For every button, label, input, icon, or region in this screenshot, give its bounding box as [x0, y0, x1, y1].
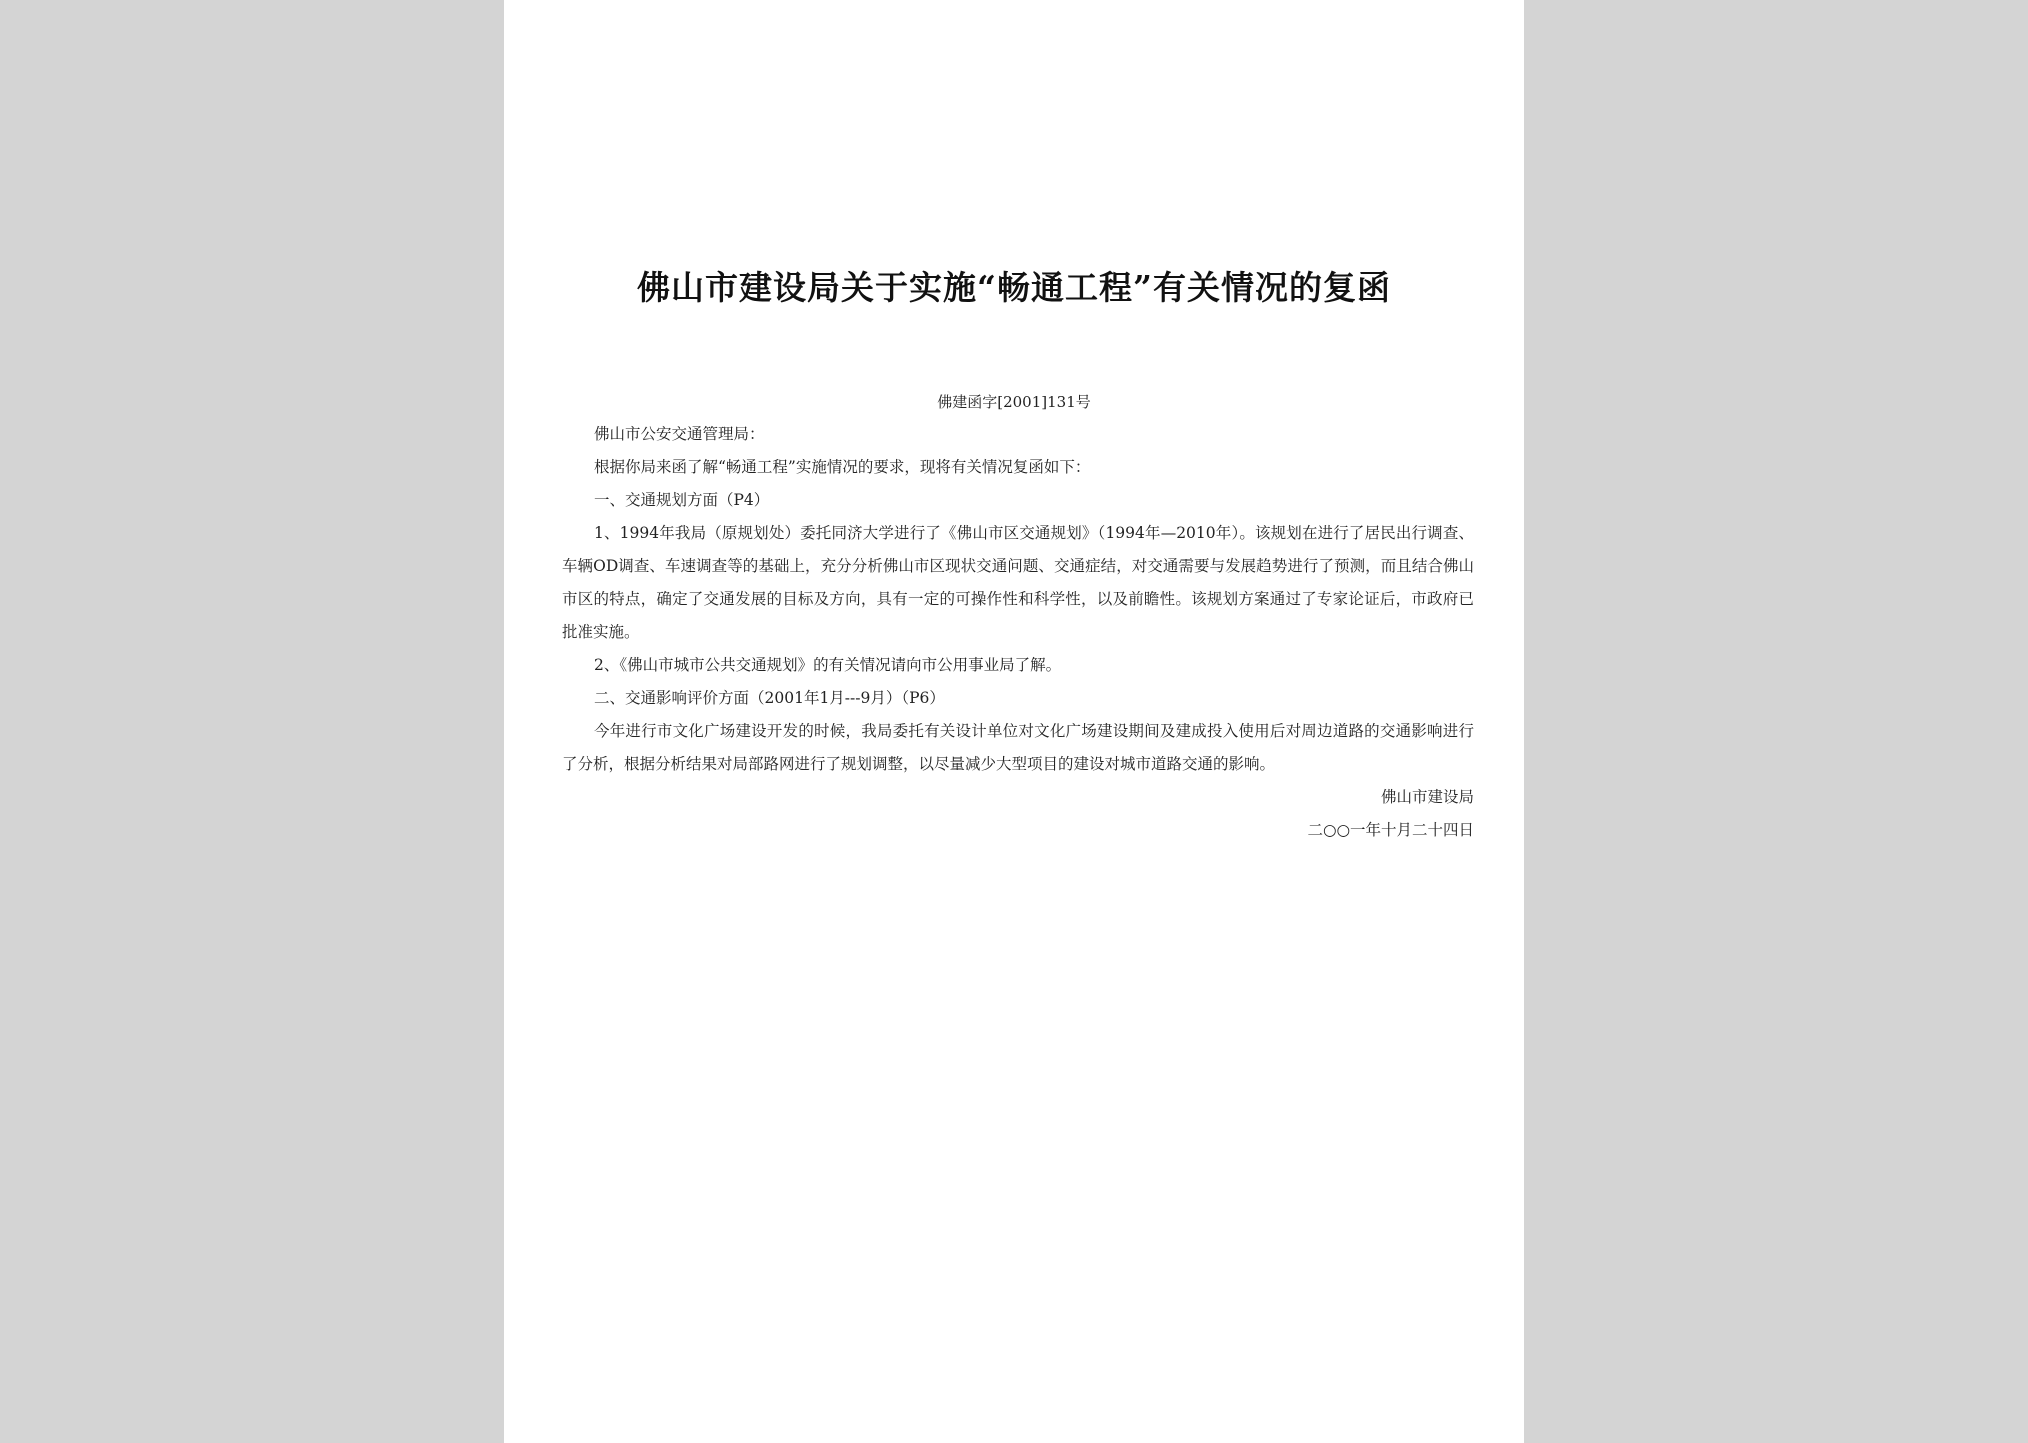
- paragraph-traffic-impact: 今年进行市文化广场建设开发的时候，我局委托有关设计单位对文化广场建设期间及建成投入使用后对周边道路的交通影响进行了分析，根据分析结果对局部路网进行了规划调整，以尽量减少大型项目的建设对城市道路交通的影响。: [562, 722, 1474, 773]
- document-date: 二○○一年十月二十四日: [1307, 821, 1474, 839]
- signature: 佛山市建设局: [1380, 788, 1474, 806]
- addressee: 佛山市公安交通管理局：: [594, 425, 765, 443]
- section-heading-traffic-impact: 二、交通影响评价方面（2001年1月---9月）（P6）: [594, 689, 945, 707]
- document-number: 佛建函字[2001]131号: [937, 393, 1091, 411]
- section-heading-traffic-planning: 一、交通规划方面（P4）: [594, 491, 770, 509]
- document-page: [504, 0, 1524, 1443]
- paragraph-intro: 根据你局来函了解“畅通工程”实施情况的要求，现将有关情况复函如下：: [594, 458, 1091, 476]
- document-body: [562, 418, 1474, 847]
- paragraph-planning-item-1: 1、1994年我局（原规划处）委托同济大学进行了《佛山市区交通规划》（1994年—2010年）。该规划在进行了居民出行调查、车辆OD调查、车速调查等的基础上，充分分析佛山市区现状交通问题、交通症结，对交通需要与发展趋势进行了预测，而且结合佛山市区的特点，确定了交通发展的目标及方向，具有一定的可操作性和科学性，以及前瞻性。该规划方案通过了专家论证后，市政府已批准实施。: [562, 524, 1474, 641]
- paragraph-planning-item-2: 2、《佛山市城市公共交通规划》的有关情况请向市公用事业局了解。: [594, 656, 1062, 674]
- document-title: 佛山市建设局关于实施“畅通工程”有关情况的复函: [637, 268, 1391, 307]
